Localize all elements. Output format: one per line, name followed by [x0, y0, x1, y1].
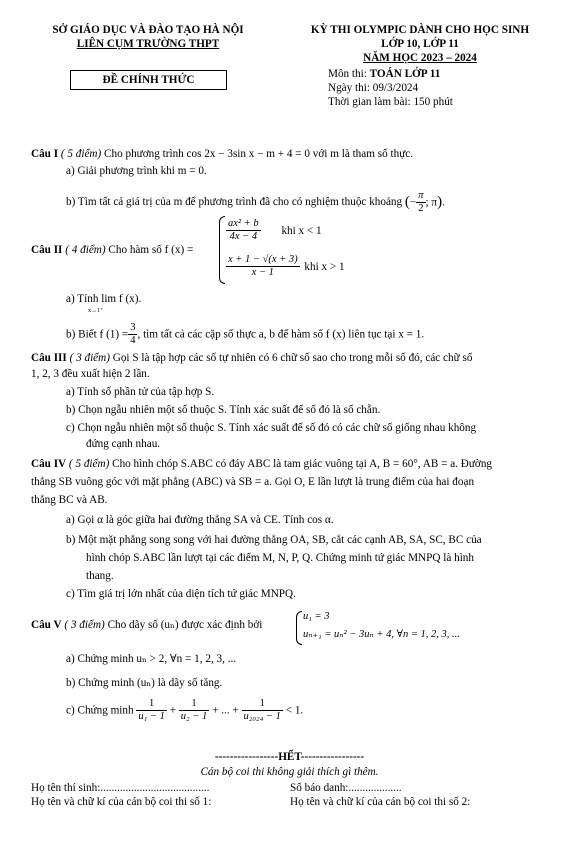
candidate-id-field: Số báo danh:................... [290, 782, 402, 794]
exam-subject [328, 68, 440, 80]
exam-grade: LỚP 10, LỚP 11 [381, 38, 459, 50]
question-3-label: Câu III [31, 352, 67, 364]
question-2-points: ( 4 điểm) [62, 244, 106, 256]
question-5-points: ( 3 điểm) [61, 619, 105, 631]
recurrence-initial: u₁ = 3 [303, 611, 330, 622]
proctor-1-signature: Họ tên và chữ kí của cán bộ coi thi số 1: [31, 796, 212, 808]
question-5-label: Câu V [31, 619, 62, 631]
question-4-stem-line3: thẳng BC và AB. [31, 494, 108, 506]
subject-label: Môn thi: [328, 68, 370, 80]
question-2-text: Cho hàm số f (x) = [105, 244, 194, 256]
question-5a: a) Chứng minh uₙ > 2, ∀n = 1, 2, 3, ... [66, 653, 237, 665]
question-3-points: ( 3 điểm) [66, 352, 110, 364]
question-4b-line2: hình chóp S.ABC lần lượt tại các điểm M, N, P, Q. Chứng minh tứ giác MNPQ là hình [86, 552, 474, 564]
question-4-stem-line2: thẳng SB vuông góc với mặt phẳng (ABC) và SB = a. Gọi O, E lần lượt là trung điểm của hai đoạn [31, 476, 475, 488]
question-1b-text: b) Tìm tất cả giá trị của m để phương trình đã cho có nghiệm thuộc khoảng [66, 196, 403, 209]
question-1b: b) Tìm tất cả giá trị của m để phương trình đã cho có nghiệm thuộc khoảng (− $\frac{\pi}{2}$ ; π). [66, 190, 445, 214]
question-4a: a) Gọi α là góc giữa hai đường thẳng SA và CE. Tính cos α. [66, 514, 334, 526]
question-4b: b) Một mặt phẳng song song với hai đường thẳng OA, SB, cắt các cạnh AB, SA, SC, BC của [66, 534, 482, 546]
question-1-stem [31, 148, 413, 160]
question-3a: a) Tính số phần tử của tập hợp S. [66, 386, 215, 398]
question-3b: b) Chọn ngẫu nhiên một số thuộc S. Tính xác suất để số đó là số chẵn. [66, 404, 381, 416]
exam-year: NĂM HỌC 2023 – 2024 [363, 52, 477, 64]
question-5-stem: Câu V ( 3 điểm) Cho dãy số (uₙ) được xác định bởi [31, 619, 263, 631]
question-1-text: Cho phương trình cos 2x − 3sin x − m + 4 = 0 với m là tham số thực. [101, 148, 414, 160]
question-1b-interval: ( [404, 194, 410, 210]
piecewise-case-2: $\frac{x + 1 - √(x + 3)}{x - 1}$ khi x > 1 [228, 254, 345, 278]
question-1a: a) Giải phương trình khi m = 0. [66, 165, 207, 177]
question-1-label: Câu I [31, 148, 59, 160]
question-4-stem: Câu IV ( 5 điểm) Cho hình chóp S.ABC có đáy ABC là tam giác vuông tại A, B = 60°, AB = a. Đường [31, 458, 493, 470]
department-name: SỞ GIÁO DỤC VÀ ĐÀO TẠO HÀ NỘI [52, 24, 244, 36]
question-1-points: ( 5 điểm) [58, 148, 102, 160]
cluster-name: LIÊN CỤM TRƯỜNG THPT [76, 38, 220, 50]
recurrence-formula: uₙ₊₁ = uₙ² − 3uₙ + 4, ∀n = 1, 2, 3, ... [303, 629, 460, 640]
recurrence-brace [296, 611, 302, 645]
question-2b: b) Biết f (1) = $\frac{3}{4}$ , tìm tất cả các cặp số thực a, b để hàm số f (x) liên tục tại x = 1. [66, 322, 425, 346]
official-label: ĐỀ CHÍNH THỨC [102, 74, 195, 86]
official-badge [70, 70, 227, 90]
question-3-stem: Câu III ( 3 điểm) Gọi S là tập hợp các số tự nhiên có 6 chữ số sao cho trong mỗi số đó, các chữ số [31, 352, 473, 364]
question-3c-line2: đứng cạnh nhau. [86, 438, 161, 450]
end-marker: -----------------HẾT----------------- [214, 751, 365, 763]
subject-value: TOÁN LỚP 11 [369, 68, 441, 80]
question-4b-line3: thang. [86, 570, 114, 582]
exam-date: Ngày thi: 09/3/2024 [328, 82, 419, 94]
piecewise-brace [219, 216, 225, 284]
question-3-stem-line2: 1, 2, 3 đều xuất hiện 2 lần. [31, 368, 150, 380]
question-2a: a) Tính lim f (x). [66, 293, 142, 305]
question-4-label: Câu IV [31, 458, 67, 470]
question-4-points: ( 5 điểm) [66, 458, 110, 470]
limit-subscript: x→1⁺ [88, 308, 104, 314]
exam-duration: Thời gian làm bài: 150 phút [328, 96, 453, 108]
question-4c: c) Tìm giá trị lớn nhất của diện tích tứ giác MNPQ. [66, 588, 296, 600]
proctor-2-signature: Họ tên và chữ kí của cán bộ coi thi số 2: [290, 796, 471, 808]
exam-title: KỲ THI OLYMPIC DÀNH CHO HỌC SINH [310, 24, 530, 36]
proctor-note: Cán bộ coi thi không giải thích gì thêm. [200, 766, 379, 778]
interval-fraction: $\frac{\pi}{2}$ [418, 190, 424, 214]
piecewise-case-1: $\frac{\text{ax² + b}}{4x - 4}$ khi x < 1 [228, 218, 322, 242]
question-2-label: Câu II [31, 244, 63, 256]
question-2-stem [31, 244, 193, 256]
question-3c: c) Chọn ngẫu nhiên một số thuộc S. Tính xác suất để số đó có các chữ số giống nhau không [66, 422, 477, 434]
question-5b: b) Chứng minh (uₙ) là dãy số tăng. [66, 677, 223, 689]
question-5c: c) Chứng minh $\frac{1}{\text{u₁ − 1}}$ + $\frac{1}{\text{u₂ − 1}}$ + ... + $\frac{1}{\text{u₂₀₂₄ − 1}}$ < 1. [66, 698, 304, 722]
candidate-name-field: Họ tên thí sinh:....................................... [31, 782, 210, 794]
